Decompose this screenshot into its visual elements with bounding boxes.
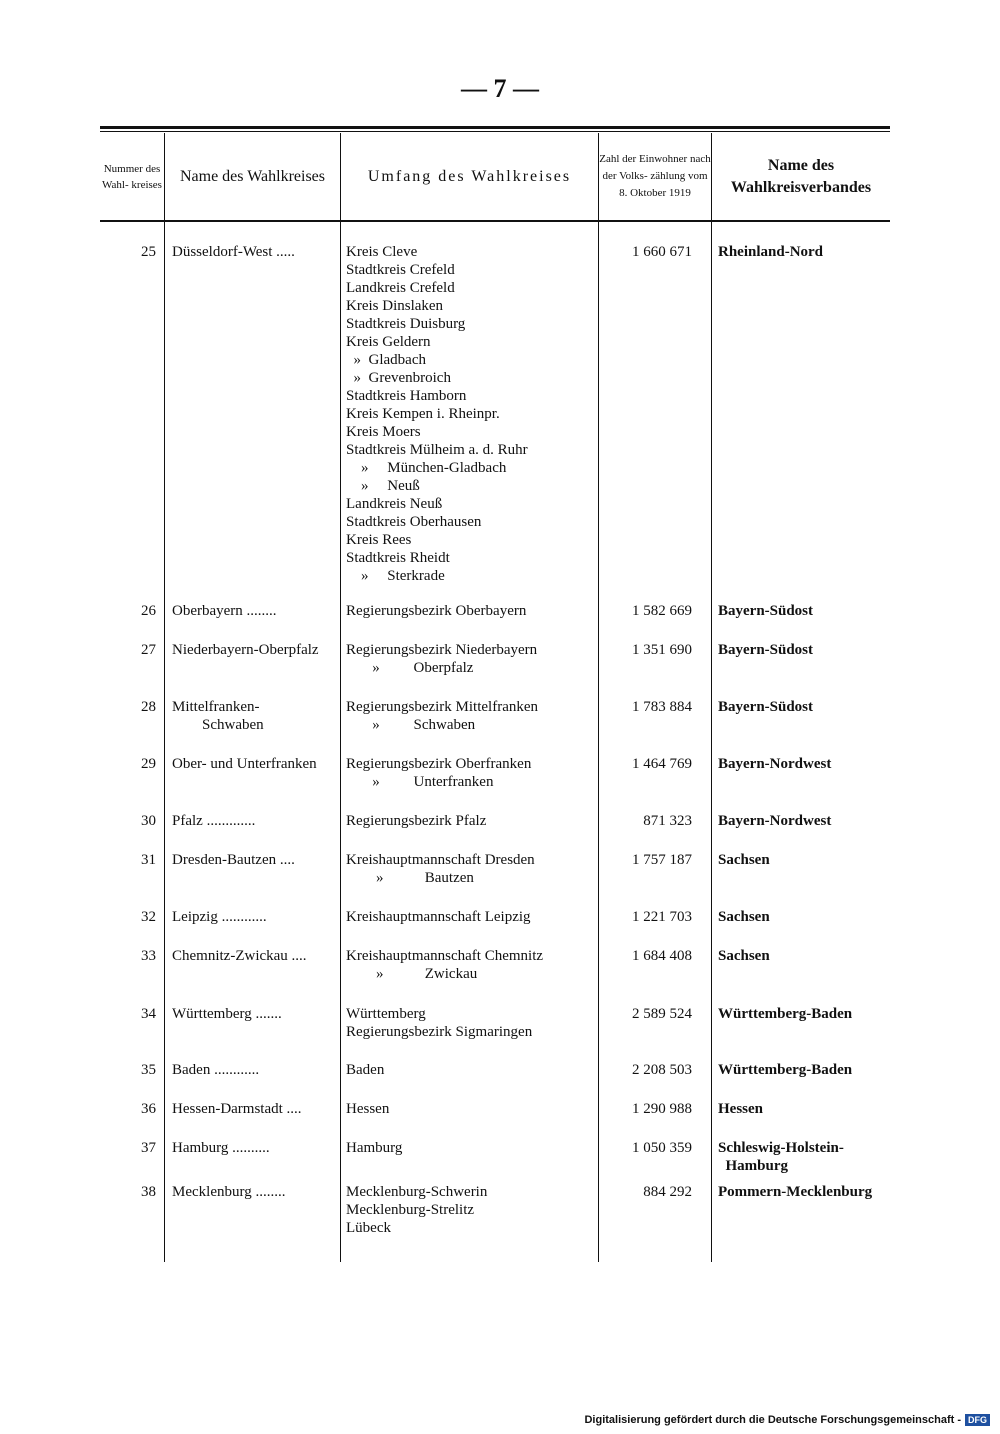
row-association (718, 698, 890, 716)
association-line: Bayern-Nordwest (718, 813, 832, 829)
association-line: Sachsen (718, 852, 770, 868)
column-divider (598, 222, 599, 1262)
scope-line: Kreishauptmannschaft Dresden (346, 852, 535, 868)
row-number: 35 (141, 1062, 156, 1078)
row-population: 1 684 408 (632, 948, 692, 964)
row-population: 2 589 524 (632, 1006, 692, 1022)
row-population: 2 208 503 (632, 1062, 692, 1078)
association-line: Hessen (718, 1101, 763, 1117)
scope-line: Landkreis Neuß (346, 496, 443, 512)
scope-line: Stadtkreis Duisburg (346, 316, 466, 332)
row-scope (346, 947, 596, 983)
row-name: Leipzig ............ (172, 909, 267, 925)
association-line: Bayern-Südost (718, 603, 814, 619)
row-association (718, 1100, 890, 1118)
row-population: 1 351 690 (632, 642, 692, 658)
row-population: 1 757 187 (632, 852, 692, 868)
row-scope (346, 755, 596, 791)
row-scope (346, 243, 596, 585)
row-scope (346, 698, 596, 734)
scope-line: » Bautzen (346, 870, 474, 886)
row-name: Niederbayern-Oberpfalz (172, 642, 319, 658)
row-number: 30 (141, 813, 156, 829)
row-number: 25 (141, 244, 156, 260)
scope-line: Regierungsbezirk Niederbayern (346, 642, 538, 658)
scope-line: » Oberpfalz (346, 660, 474, 676)
row-association (718, 1005, 890, 1023)
row-population: 1 660 671 (632, 244, 692, 260)
row-number: 34 (141, 1006, 156, 1022)
header-bottom-rule (100, 220, 890, 222)
scope-line: Regierungsbezirk Mittelfranken (346, 699, 539, 715)
scope-line: Kreishauptmannschaft Chemnitz (346, 948, 544, 964)
association-line: Sachsen (718, 948, 770, 964)
row-scope (346, 1139, 596, 1157)
scope-line: Regierungsbezirk Oberfranken (346, 756, 532, 772)
row-association (718, 1061, 890, 1079)
row-name: Hamburg .......... (172, 1140, 270, 1156)
header-population: Zahl der Einwohner nach der Volks- zählung vom 8. Oktober 1919 (599, 153, 711, 199)
association-line: Rheinland-Nord (718, 244, 824, 260)
row-name: Hessen-Darmstadt .... (172, 1101, 302, 1117)
header-number: Nummer des Wahl- kreises (102, 162, 162, 191)
column-divider (164, 222, 165, 1262)
scope-line: » Schwaben (346, 717, 476, 733)
scope-line: Mecklenburg-Schwerin (346, 1184, 488, 1200)
row-name: Pfalz ............. (172, 813, 256, 829)
row-name: Ober- und Unterfranken (172, 756, 317, 772)
scope-line: Lübeck (346, 1220, 391, 1236)
row-scope (346, 812, 596, 830)
scope-line: Kreis Dinslaken (346, 298, 444, 314)
association-line: Schleswig-Holstein- (718, 1140, 844, 1156)
row-association (718, 1183, 890, 1201)
scope-line: Kreis Geldern (346, 334, 431, 350)
row-number: 38 (141, 1184, 156, 1200)
row-name: Dresden-Bautzen .... (172, 852, 295, 868)
scope-line: Stadtkreis Crefeld (346, 262, 455, 278)
row-population: 1 050 359 (632, 1140, 692, 1156)
row-name: Oberbayern ........ (172, 603, 277, 619)
row-number: 36 (141, 1101, 156, 1117)
association-line: Württemberg-Baden (718, 1062, 853, 1078)
association-line: Bayern-Nordwest (718, 756, 832, 772)
row-scope (346, 1183, 596, 1237)
header-name: Name des Wahlkreises (179, 167, 326, 185)
row-association (718, 908, 890, 926)
row-population: 1 582 669 (632, 603, 692, 619)
scope-line: » Zwickau (346, 966, 478, 982)
row-association (718, 1139, 890, 1175)
scope-line: Stadtkreis Mülheim a. d. Ruhr (346, 442, 528, 458)
association-line: Bayern-Südost (718, 642, 814, 658)
scope-line: » Neuß (346, 478, 420, 494)
table-top-rule (100, 126, 890, 129)
table-top-rule-thin (100, 131, 890, 132)
column-divider (711, 222, 712, 1262)
row-name: Baden ............ (172, 1062, 260, 1078)
row-population: 884 292 (643, 1184, 692, 1200)
row-population: 871 323 (643, 813, 692, 829)
column-divider (340, 222, 341, 1262)
scope-line: Regierungsbezirk Oberbayern (346, 603, 527, 619)
row-name: Düsseldorf-West ..... (172, 244, 295, 260)
row-name: Mecklenburg ........ (172, 1184, 286, 1200)
association-line: Württemberg-Baden (718, 1006, 853, 1022)
scope-line: Regierungsbezirk Pfalz (346, 813, 487, 829)
scope-line: » Grevenbroich (346, 370, 451, 386)
footer-text: Digitalisierung gefördert durch die Deutsche Forschungsgemeinschaft - (584, 1414, 961, 1426)
scope-line: Stadtkreis Rheidt (346, 550, 450, 566)
scope-line: Stadtkreis Hamborn (346, 388, 467, 404)
scope-line: Kreis Moers (346, 424, 421, 440)
row-association (718, 243, 890, 261)
scope-line: Hessen (346, 1101, 390, 1117)
row-population: 1 464 769 (632, 756, 692, 772)
association-line: Bayern-Südost (718, 699, 814, 715)
scope-line: » Unterfranken (346, 774, 494, 790)
row-name: Württemberg ....... (172, 1006, 282, 1022)
scope-line: Landkreis Crefeld (346, 280, 455, 296)
scope-line: Baden (346, 1062, 385, 1078)
row-scope (346, 1005, 596, 1041)
row-scope (346, 602, 596, 620)
scope-line: » Gladbach (346, 352, 426, 368)
association-line: Hamburg (718, 1158, 789, 1174)
scope-line: Württemberg (346, 1006, 426, 1022)
association-line: Sachsen (718, 909, 770, 925)
row-number: 33 (141, 948, 156, 964)
row-population: 1 221 703 (632, 909, 692, 925)
scope-line: Hamburg (346, 1140, 403, 1156)
scope-line: Kreishauptmannschaft Leipzig (346, 909, 531, 925)
scope-line: Kreis Cleve (346, 244, 418, 260)
scope-line: Stadtkreis Oberhausen (346, 514, 482, 530)
row-scope (346, 641, 596, 677)
scope-line: Mecklenburg-Strelitz (346, 1202, 475, 1218)
row-number: 28 (141, 699, 156, 715)
scope-line: Regierungsbezirk Sigmaringen (346, 1024, 533, 1040)
scope-line: Kreis Rees (346, 532, 412, 548)
row-association (718, 602, 890, 620)
row-number: 26 (141, 603, 156, 619)
row-association (718, 641, 890, 659)
row-scope (346, 1100, 596, 1118)
row-number: 37 (141, 1140, 156, 1156)
row-number: 27 (141, 642, 156, 658)
row-association (718, 851, 890, 869)
scope-line: » Sterkrade (346, 568, 445, 584)
footer (584, 1414, 990, 1426)
row-population: 1 290 988 (632, 1101, 692, 1117)
row-scope (346, 908, 596, 926)
row-association (718, 812, 890, 830)
row-association (718, 947, 890, 965)
row-association (718, 755, 890, 773)
row-name: Mittelfranken- Schwaben (172, 699, 264, 733)
row-population: 1 783 884 (632, 699, 692, 715)
header-scope: Umfang des Wahlkreises (367, 167, 572, 185)
dfg-logo: DFG (965, 1414, 990, 1426)
row-number: 32 (141, 909, 156, 925)
page-number: — 7 — (461, 74, 539, 103)
scope-line: » München-Gladbach (346, 460, 507, 476)
scope-line: Kreis Kempen i. Rheinpr. (346, 406, 500, 422)
row-name: Chemnitz-Zwickau .... (172, 948, 307, 964)
row-scope (346, 851, 596, 887)
row-scope (346, 1061, 596, 1079)
row-number: 29 (141, 756, 156, 772)
row-number: 31 (141, 852, 156, 868)
header-association: Name des Wahlkreisverbandes (730, 156, 872, 196)
association-line: Pommern-Mecklenburg (718, 1184, 873, 1200)
